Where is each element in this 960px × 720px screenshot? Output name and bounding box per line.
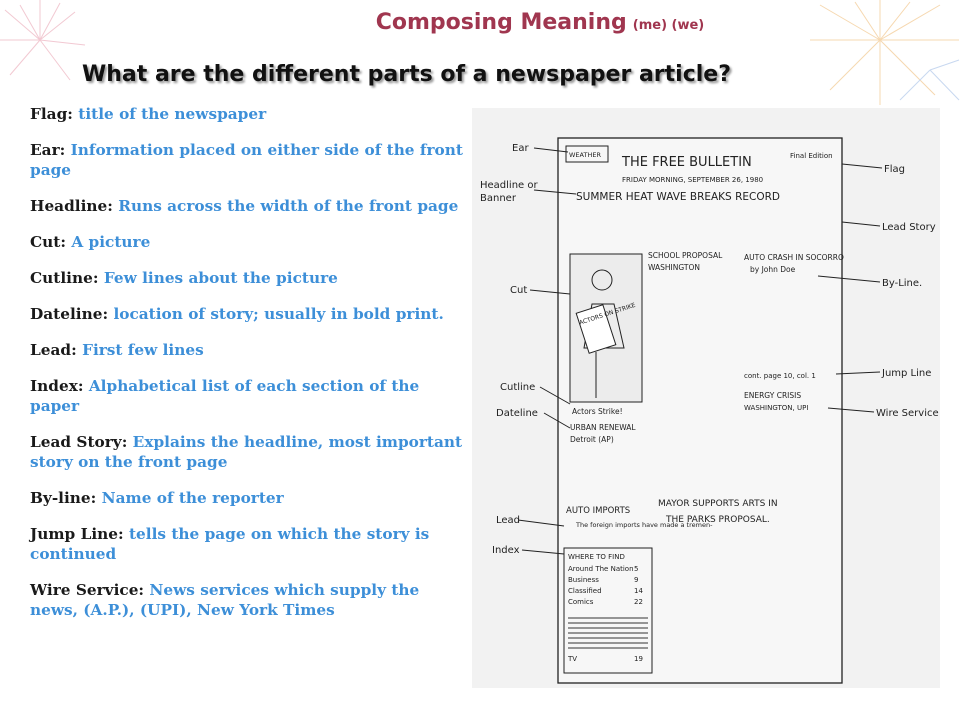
callout-ear: Ear bbox=[512, 143, 529, 154]
term-list bbox=[30, 104, 470, 636]
term-separator: : bbox=[67, 105, 79, 123]
index-item-page: 5 bbox=[634, 565, 639, 573]
term-definition: tells the page on which the story is continued bbox=[30, 525, 430, 563]
callout-lead: Lead bbox=[496, 515, 521, 526]
term-definition: Alphabetical list of each section of the paper bbox=[30, 377, 420, 415]
term-definition: Runs across the width of the front page bbox=[118, 197, 459, 215]
term-item-cutline bbox=[30, 268, 470, 288]
term-definition: First few lines bbox=[82, 341, 204, 359]
wire-place: WASHINGTON, UPI bbox=[744, 404, 809, 412]
callout-dateline: Dateline bbox=[496, 408, 538, 419]
term-definition: Name of the reporter bbox=[101, 489, 284, 507]
index-item-page: 14 bbox=[634, 587, 643, 595]
term-item-ear bbox=[30, 140, 470, 180]
paper-headline: SUMMER HEAT WAVE BREAKS RECORD bbox=[576, 191, 780, 203]
term-label: Dateline: bbox=[30, 305, 109, 323]
term-definition: location of story; usually in bold print. bbox=[113, 305, 444, 323]
story2-title: AUTO CRASH IN SOCORRO bbox=[744, 253, 844, 262]
term-label: Wire Service: bbox=[30, 581, 145, 599]
cut-sign-text: ACTORS ON STRIKE bbox=[578, 301, 637, 327]
term-label: Flag bbox=[30, 105, 68, 123]
term-definition: Information placed on either side of the front page bbox=[30, 141, 463, 179]
paper-flag: THE FREE BULLETIN bbox=[622, 155, 752, 170]
paper-caption: Actors Strike! bbox=[572, 407, 623, 416]
term-item-cut bbox=[30, 232, 470, 252]
callout-lead-story: Lead Story bbox=[882, 222, 936, 233]
term-label: Cut: bbox=[30, 233, 67, 251]
term-label: Ear: bbox=[30, 141, 66, 159]
story1-place: WASHINGTON bbox=[648, 263, 700, 272]
term-label: By-line: bbox=[30, 489, 97, 507]
callout-flag: Flag bbox=[884, 164, 906, 175]
term-item-jump-line bbox=[30, 524, 470, 564]
story1-title: SCHOOL PROPOSAL bbox=[648, 251, 723, 260]
term-label: Headline: bbox=[30, 197, 113, 215]
story3-line1: MAYOR SUPPORTS ARTS IN bbox=[658, 499, 778, 509]
term-item-flag bbox=[30, 104, 470, 124]
term-item-lead-story bbox=[30, 432, 470, 472]
term-item-dateline bbox=[30, 304, 470, 324]
slide-title bbox=[0, 10, 960, 35]
term-separator: : bbox=[121, 433, 133, 451]
term-label: Lead: bbox=[30, 341, 77, 359]
term-item-lead bbox=[30, 340, 470, 360]
term-definition: Explains the headline, most important story on the front page bbox=[30, 433, 463, 471]
callout-index: Index bbox=[492, 545, 520, 556]
term-label: Index: bbox=[30, 377, 84, 395]
term-definition: News services which supply the news, (A.P.), (UPI), New York Times bbox=[30, 581, 420, 619]
title-subtitle: (me) (we) bbox=[632, 18, 705, 33]
newspaper-diagram bbox=[472, 108, 940, 688]
index-item-page: 9 bbox=[634, 576, 639, 584]
callout-cut: Cut bbox=[510, 285, 528, 296]
slide-question: What are the different parts of a newspaper article? bbox=[82, 62, 731, 87]
term-label: Cutline: bbox=[30, 269, 99, 287]
term-item-wire-service bbox=[30, 580, 470, 620]
callout-wire-service: Wire Service bbox=[876, 408, 939, 419]
wire-head: ENERGY CRISIS bbox=[744, 391, 802, 400]
index-item-page: 22 bbox=[634, 598, 643, 606]
term-item-index bbox=[30, 376, 470, 416]
callout-headline: Headline or bbox=[480, 180, 538, 191]
callout-cutline: Cutline bbox=[500, 382, 536, 393]
term-label: Lead Story bbox=[30, 433, 122, 451]
term-definition: Few lines about the picture bbox=[103, 269, 338, 287]
lead-head: AUTO IMPORTS bbox=[566, 506, 631, 516]
story2-byline: by John Doe bbox=[750, 265, 796, 274]
paper-date: FRIDAY MORNING, SEPTEMBER 26, 1980 bbox=[622, 176, 764, 184]
paper-edition: Final Edition bbox=[790, 152, 833, 160]
term-item-headline bbox=[30, 196, 470, 216]
term-definition: title of the newspaper bbox=[78, 105, 267, 123]
dateline-head: URBAN RENEWAL bbox=[570, 423, 636, 432]
story3-line2: THE PARKS PROPOSAL. bbox=[666, 515, 770, 525]
term-definition: A picture bbox=[71, 233, 151, 251]
index-title: WHERE TO FIND bbox=[568, 553, 625, 561]
index-item-name: Business bbox=[568, 576, 599, 584]
index-item-name: Comics bbox=[568, 598, 594, 606]
jump-line-text: cont. page 10, col. 1 bbox=[744, 372, 816, 380]
index-item-name: Around The Nation bbox=[568, 565, 634, 573]
term-label: Jump Line: bbox=[30, 525, 124, 543]
callout-byline: By-Line. bbox=[882, 278, 923, 289]
term-item-by-line bbox=[30, 488, 470, 508]
index-item-name: Classified bbox=[568, 587, 602, 595]
callout-banner: Banner bbox=[480, 193, 516, 204]
lead-text: The foreign imports have made a tremen- bbox=[576, 521, 713, 529]
paper-weather: WEATHER bbox=[569, 151, 601, 159]
newspaper-diagram-svg bbox=[472, 108, 940, 688]
index-last-name: TV bbox=[568, 655, 578, 663]
dateline-place: Detroit (AP) bbox=[570, 435, 614, 444]
title-main: Composing Meaning bbox=[375, 10, 627, 35]
index-last-page: 19 bbox=[634, 655, 643, 663]
callout-jump-line: Jump Line bbox=[882, 368, 932, 379]
